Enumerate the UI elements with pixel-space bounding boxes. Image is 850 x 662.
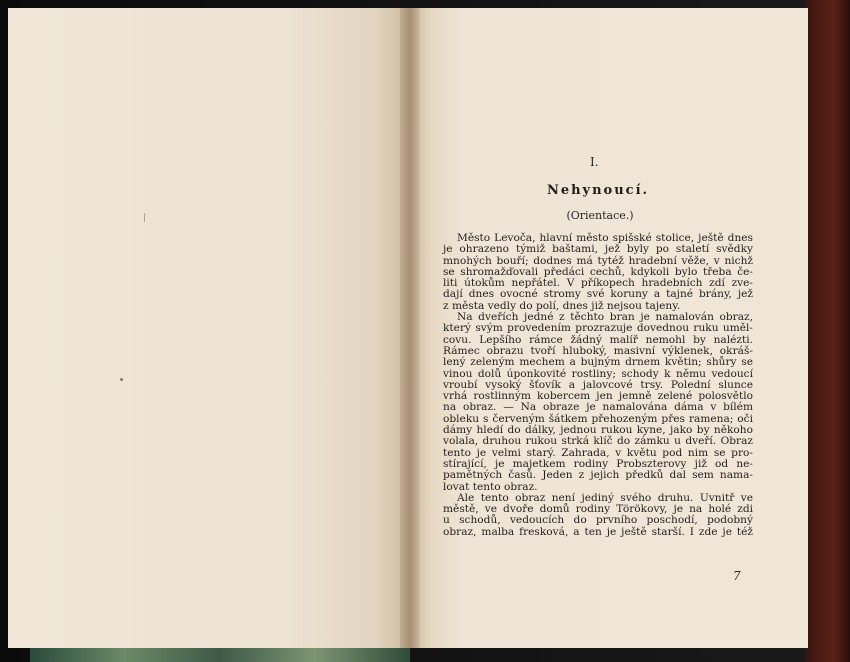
- chapter-title: Nehynoucí.: [546, 183, 650, 198]
- book-cover-edge-right: [806, 0, 850, 662]
- text-line: Na dveřích jedné z těchto bran je namalován obraz,: [457, 311, 753, 324]
- text-line: u schodů, vedoucích do prvního poschodí, podobný: [443, 514, 753, 527]
- text-line: tento je velmi starý. Zahrada, v květu pod nim se pro-: [443, 446, 753, 459]
- text-line: lený zeleným mechem a bujným drnem květin; shůry se: [443, 356, 753, 369]
- paper-speck: [120, 378, 123, 381]
- chapter-body-text: [443, 233, 753, 538]
- paper-speck: [144, 213, 145, 222]
- page-number: 7: [733, 569, 741, 583]
- book-cover-edge-bottom: [30, 646, 410, 662]
- text-line: je ohrazeno týmiž baštami, jež byly po staletí svědky: [443, 243, 753, 256]
- text-line: vrhá rostlinným kobercem jen jemně zelené polosvětlo: [443, 390, 753, 403]
- text-line: pamětných časů. Jeden z jejich předků dal sem nama-: [443, 469, 753, 482]
- text-line: Rámec obrazu tvoří hluboký, masivní výklenek, okráš-: [443, 344, 753, 357]
- left-page-blank: [8, 8, 408, 648]
- text-line: Město Levoča, hlavní město spišské stolice, ještě dnes: [457, 232, 753, 244]
- text-line: na obraz. — Na obraze je namalována dáma v bílém: [443, 401, 753, 414]
- text-line: obleku s červeným šátkem přehozeným přes ramena; oči: [443, 412, 753, 425]
- text-line: se shromažďovali předáci cechů, kdykoli bylo třeba če-: [443, 265, 753, 278]
- chapter-number: I.: [590, 155, 599, 169]
- text-line: dají dnes ovocné stromy své koruny a tajné brány, jež: [443, 288, 753, 301]
- chapter-subtitle: (Orientace.): [566, 209, 634, 222]
- text-line: stírající, je majetkem rodiny Probszterovy již od ne-: [443, 457, 753, 470]
- book-gutter: [400, 8, 420, 648]
- text-line: vinou dolů úponkovité rostliny; schody k němu vedoucí: [443, 367, 753, 380]
- text-line: liti útokům nepřátel. V příkopech hradebních zdí zve-: [443, 277, 753, 290]
- text-line: z města vedly do polí, dnes již nejsou tajeny.: [443, 299, 681, 312]
- text-line: Ale tento obraz není jediný svého druhu. Uvnitř ve: [457, 491, 753, 504]
- text-line: mnohých bouří; dodnes má tytéž hradební věže, v nichž: [443, 254, 753, 267]
- text-line: dámy hledí do dálky, jednou rukou kyne, jako by někoho: [443, 424, 753, 437]
- text-line: městě, ve dvoře domů rodiny Törökovy, je na holé zdi: [443, 503, 753, 516]
- text-line: lovat tento obraz.: [443, 480, 538, 493]
- text-line: volala, druhou rukou strká klíč do zámku u dveří. Obraz: [443, 435, 753, 448]
- text-line: který svým provedením prozrazuje dovednou ruku uměl-: [443, 322, 753, 335]
- text-line: vroubí vysoký šťovík a jalovcové trsy. Polední slunce: [443, 378, 753, 391]
- text-line: obraz, malba fresková, a ten je ještě starší. I zde je též: [443, 525, 753, 538]
- text-line: covu. Lepšího rámce žádný malíř nemohl by nalézti.: [443, 333, 753, 346]
